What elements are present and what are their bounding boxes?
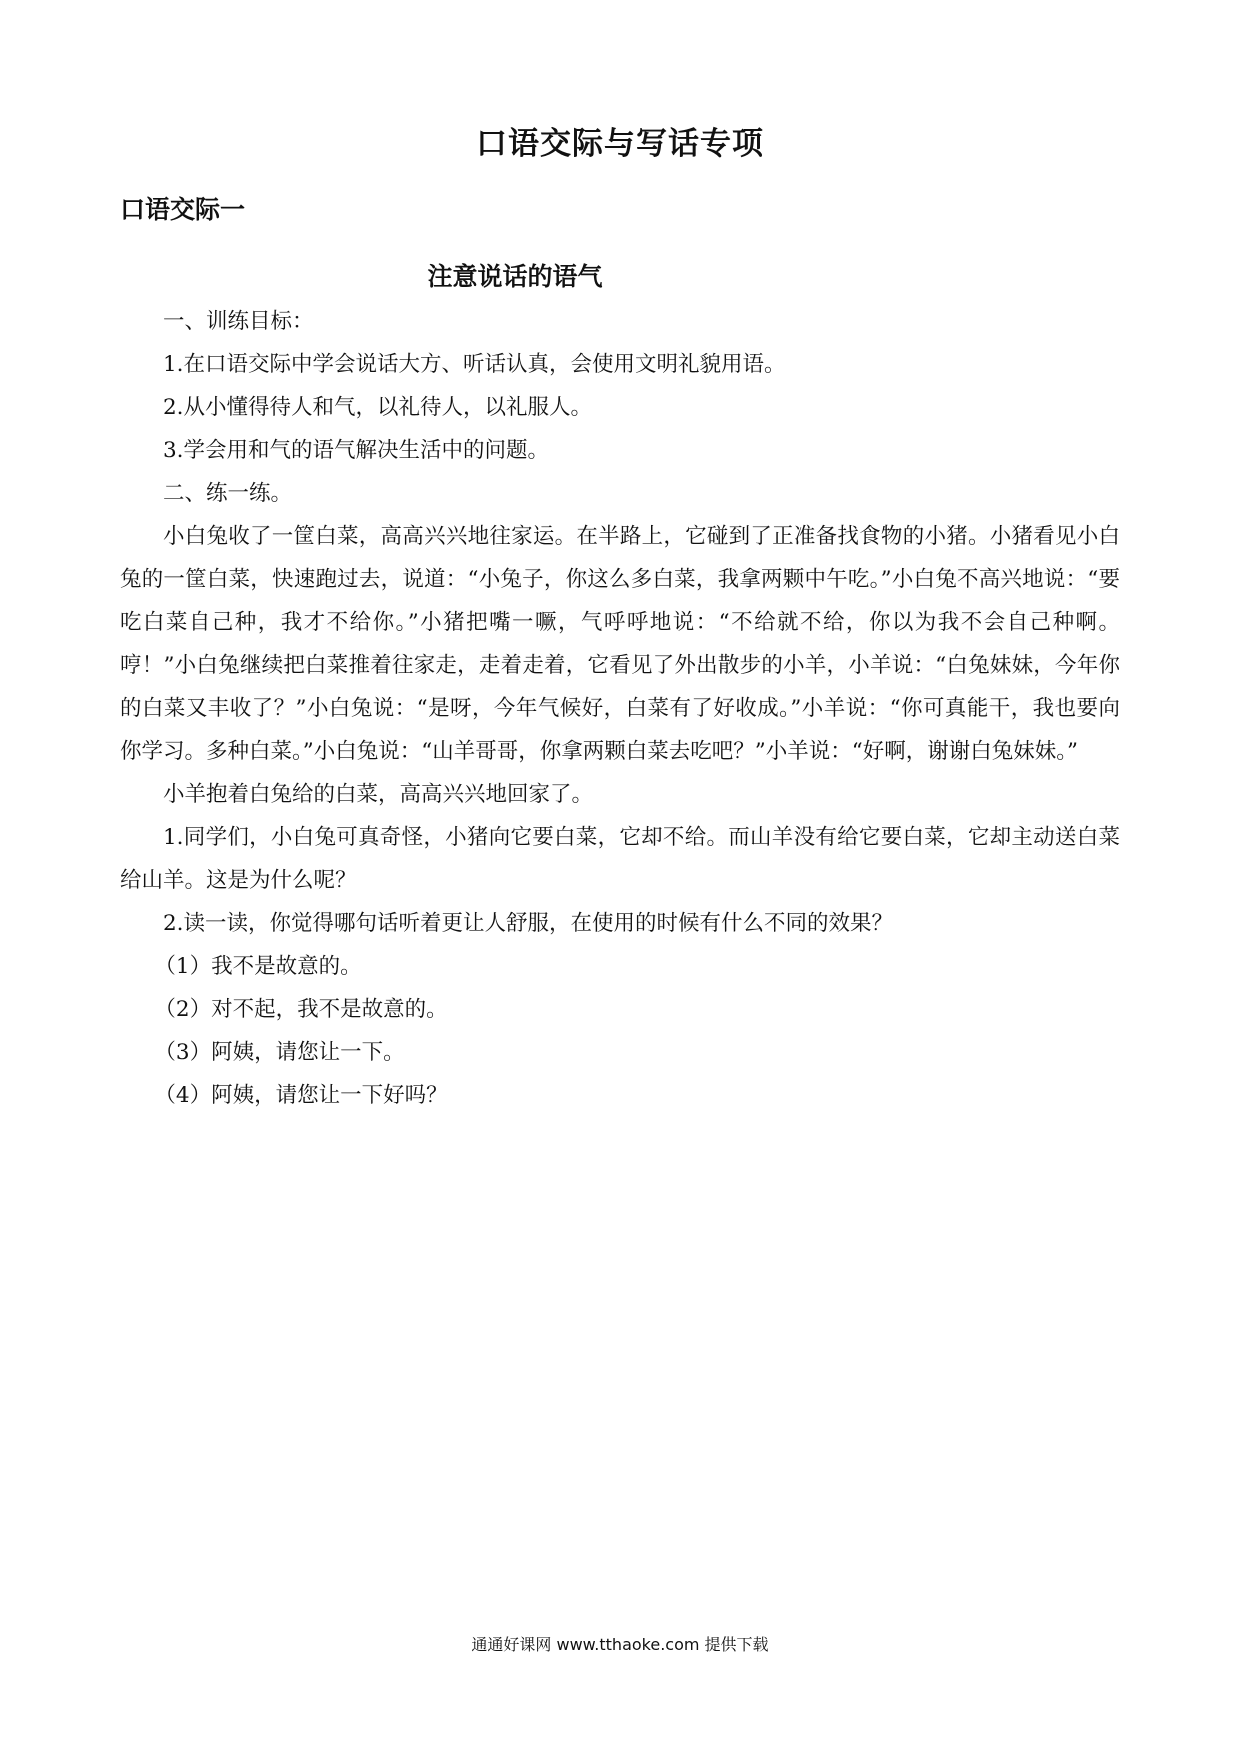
goal-item: 3.学会用和气的语气解决生活中的问题。 [163, 438, 550, 463]
lesson-title: 注意说话的语气 [427, 262, 603, 291]
question-item: 2.读一读，你觉得哪句话听着更让人舒服，在使用的时候有什么不同的效果？ [163, 911, 894, 936]
option-item: （3）阿姨，请您让一下。 [154, 1040, 405, 1065]
option-item: （2）对不起，我不是故意的。 [154, 997, 448, 1022]
option-item: （4）阿姨，请您让一下好吗？ [154, 1083, 448, 1108]
goal-item: 2.从小懂得待人和气，以礼待人，以礼服人。 [163, 395, 593, 420]
story-paragraph: 小白兔收了一筐白菜，高高兴兴地往家运。在半路上，它碰到了正准备找食物的小猪。小猪看见小白兔的一筐白菜，快速跑过去，说道：“小兔子，你这么多白菜，我拿两颗中午吃。”小白兔不高兴地说：“要吃白菜自己种，我才不给你。”小猪把嘴一噘，气呼呼地说：“不给就不给，你以为我不会自己种啊。哼！”小白兔继续把白菜推着往家走，走着走着，它看见了外出散步的小羊，小羊说：“白兔妹妹，今年你的白菜又丰收了？”小白兔说：“是呀，今年气候好，白菜有了好收成。”小羊说：“你可真能干，我也要向你学习。多种白菜。”小白兔说：“山羊哥哥，你拿两颗白菜去吃吧？”小羊说：“好啊，谢谢白兔妹妹。” [120, 524, 1120, 764]
training-goals-heading: 一、训练目标： [163, 309, 314, 334]
document-body [120, 300, 1120, 1117]
goal-item: 1.在口语交际中学会说话大方、听话认真，会使用文明礼貌用语。 [163, 352, 786, 377]
option-item: （1）我不是故意的。 [154, 954, 362, 979]
document-title: 口语交际与写话专项 [476, 126, 764, 162]
practice-heading: 二、练一练。 [163, 481, 293, 506]
footer-source: 通通好课网 www.tthaoke.com 提供下载 [471, 1635, 769, 1654]
section-heading: 口语交际一 [120, 195, 246, 224]
story-paragraph: 小羊抱着白兔给的白菜，高高兴兴地回家了。 [163, 782, 594, 807]
question-item: 1.同学们，小白兔可真奇怪，小猪向它要白菜，它却不给。而山羊没有给它要白菜，它却主动送白菜给山羊。这是为什么呢？ [120, 825, 1120, 893]
